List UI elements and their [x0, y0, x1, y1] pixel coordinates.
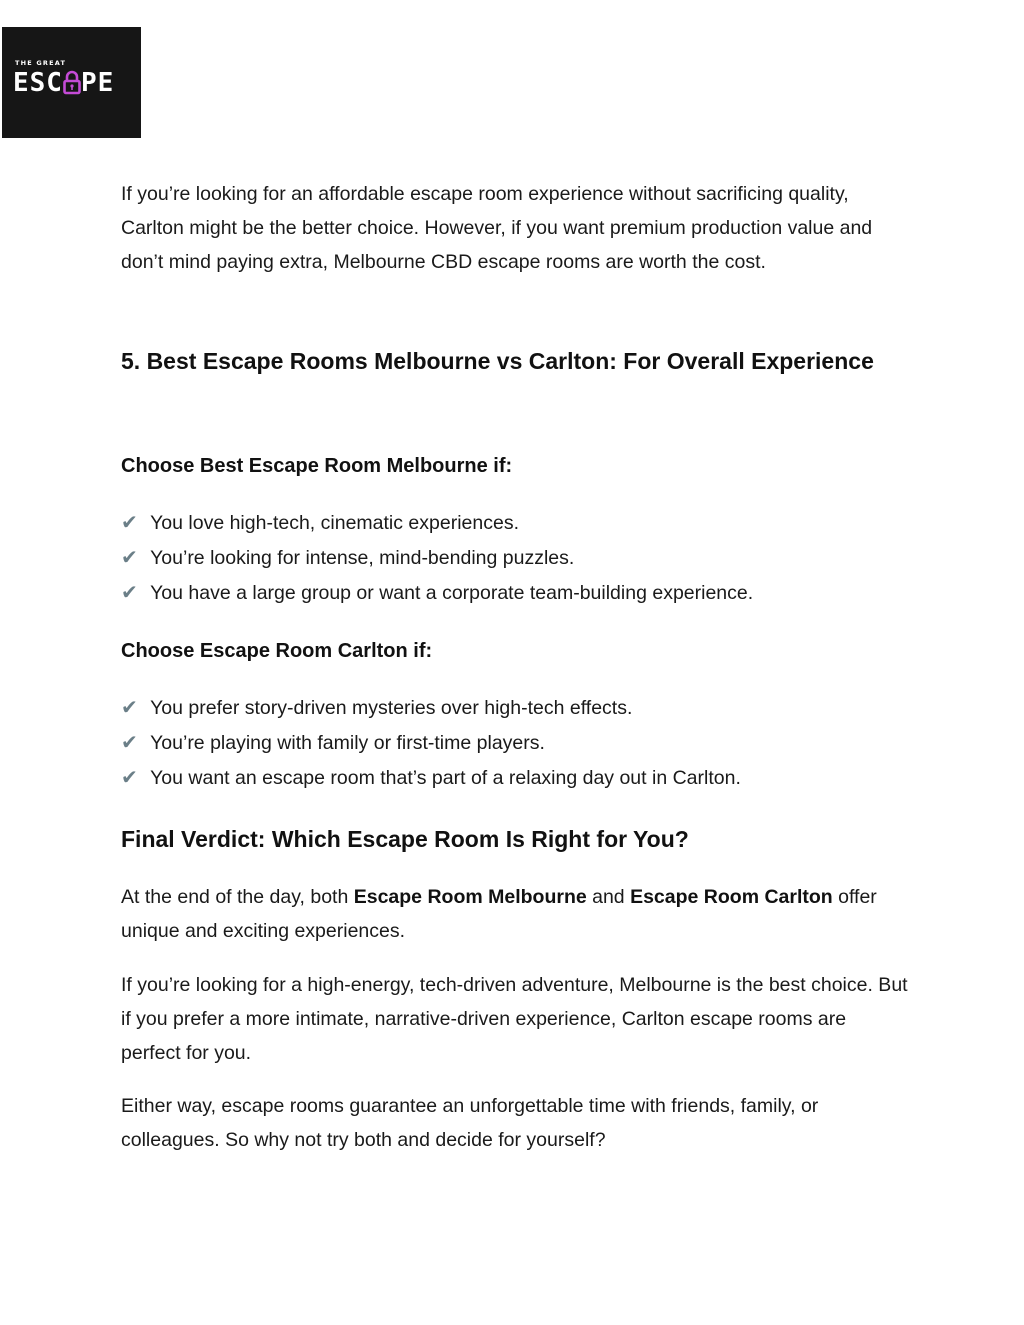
section-5-heading: 5. Best Escape Rooms Melbourne vs Carlton: For Overall Experience	[121, 348, 874, 374]
list-item	[121, 725, 911, 760]
verdict-paragraph-1	[121, 880, 911, 948]
melbourne-subheading: Choose Best Escape Room Melbourne if:	[121, 455, 513, 477]
escape-room-melbourne-bold: Escape Room Melbourne	[353, 886, 587, 908]
escape-room-carlton-bold: Escape Room Carlton	[630, 886, 833, 908]
list-item	[121, 690, 911, 725]
checkmark-icon: ✔	[121, 730, 138, 754]
carlton-subheading: Choose Escape Room Carlton if:	[121, 640, 433, 662]
list-item-text: You prefer story-driven mysteries over high-tech effects.	[150, 697, 633, 719]
verdict-heading: Final Verdict: Which Escape Room Is Right for You?	[121, 826, 689, 852]
list-item	[121, 505, 911, 540]
list-item-text: You want an escape room that’s part of a relaxing day out in Carlton.	[150, 767, 741, 789]
checkmark-icon: ✔	[121, 765, 138, 789]
verdict-text: At the end of the day, both	[121, 886, 354, 908]
checkmark-icon: ✔	[121, 510, 138, 534]
list-item-text: You’re looking for intense, mind-bending puzzles.	[150, 547, 575, 569]
checkmark-icon: ✔	[121, 545, 138, 569]
verdict-text: and	[586, 886, 631, 908]
list-item-text: You love high-tech, cinematic experiences.	[150, 512, 519, 534]
verdict-text: offer unique and exciting experiences.	[121, 886, 877, 942]
logo-wordmark	[13, 68, 114, 98]
intro-paragraph: If you’re looking for an affordable escape room experience without sacrificing quality, Carlton might be the better choice. However, if you want premium production value and don’t mind paying extra, Melbourne CBD escape rooms are worth the cost.	[121, 183, 873, 273]
brand-logo	[2, 27, 141, 138]
verdict-paragraph-3: Either way, escape rooms guarantee an unforgettable time with friends, family, or colleagues. So why not try both and decide for yourself?	[121, 1095, 819, 1151]
verdict-paragraph-2: If you’re looking for a high-energy, tech-driven adventure, Melbourne is the best choice. But if you prefer a more intimate, narrative-driven experience, Carlton escape rooms are perfect for you.	[121, 974, 908, 1064]
list-item	[121, 540, 911, 575]
checkmark-icon: ✔	[121, 580, 138, 604]
checkmark-icon: ✔	[121, 695, 138, 719]
list-item	[121, 575, 911, 610]
logo-word-end: PE	[80, 68, 115, 98]
logo-tagline: THE GREAT	[15, 59, 67, 67]
list-item	[121, 760, 911, 795]
melbourne-list	[121, 505, 911, 610]
logo-word-start: ESC	[13, 68, 63, 98]
carlton-list	[121, 690, 911, 795]
padlock-icon	[63, 68, 81, 94]
list-item-text: You’re playing with family or first-time players.	[150, 732, 545, 754]
list-item-text: You have a large group or want a corporate team-building experience.	[150, 582, 754, 604]
